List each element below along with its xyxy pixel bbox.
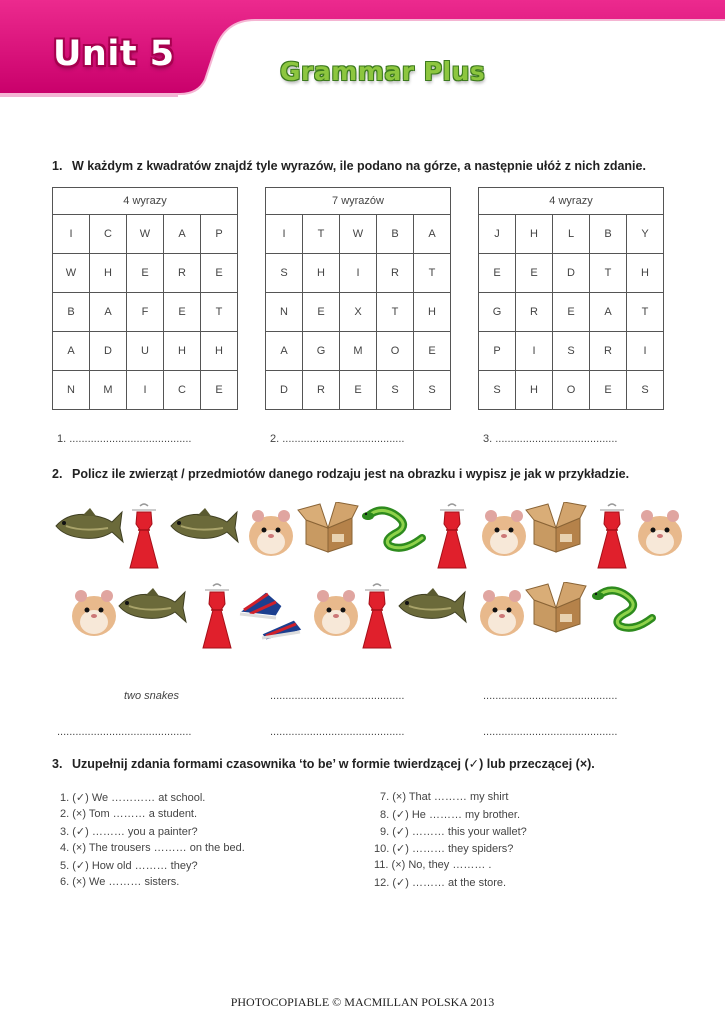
grid-cell: A (53, 332, 90, 371)
grid-cell: R (164, 254, 201, 293)
grid-cell: M (90, 371, 127, 410)
grid-cell: L (553, 215, 590, 254)
grid-cell: D (553, 254, 590, 293)
section-title: Grammar Plus (280, 57, 486, 86)
grid-cell: E (590, 371, 627, 410)
grid-cell: P (201, 215, 238, 254)
sentence-11: 11. (×) No, they ……… . (374, 859, 492, 871)
grid-cell: R (303, 371, 340, 410)
grid-cell: E (479, 254, 516, 293)
grid-cell: N (266, 293, 303, 332)
example-answer: two snakes (124, 690, 180, 702)
grid-cell: E (164, 293, 201, 332)
grid-cell: E (340, 371, 377, 410)
sentence-4: 4. (×) The trousers ……… on the bed. (60, 842, 245, 854)
grid-cell: A (266, 332, 303, 371)
exercise-2-instruction (52, 467, 629, 481)
sentence-10: 10. (✓) ……… they spiders? (374, 843, 514, 855)
grid-cell: I (266, 215, 303, 254)
fish-icon (167, 502, 239, 551)
grid-cell: H (414, 293, 451, 332)
grid-cell: G (303, 332, 340, 371)
sentence-2: 2. (×) Tom ……… a student. (60, 808, 198, 820)
grid-cell: E (414, 332, 451, 371)
grid-cell: P (479, 332, 516, 371)
box-icon (524, 582, 588, 639)
sentence-8: 8. (✓) He ……… my brother. (380, 809, 521, 821)
grid-cell: U (127, 332, 164, 371)
instruction-text: W każdym z kwadratów znajdź tyle wyrazów, ile podano na górze, a następnie ułóż z nich zdanie. (72, 159, 646, 173)
answer-line-1[interactable]: 1. ........................................ (57, 433, 192, 445)
hamster-icon (634, 502, 686, 563)
grid-cell: B (53, 293, 90, 332)
grid-cell: E (201, 254, 238, 293)
grid-cell: I (516, 332, 553, 371)
grid-cell: R (377, 254, 414, 293)
hamster-icon (478, 502, 530, 563)
grid-cell: O (377, 332, 414, 371)
instruction-text: Uzupełnij zdania formami czasownika ‘to be’ w formie twierdzącej (✓) lub przeczącej (×). (72, 757, 595, 771)
write-line[interactable]: ............................................ (57, 726, 192, 738)
grid-cell: X (340, 293, 377, 332)
grid-cell: T (377, 293, 414, 332)
sentence-6: 6. (×) We ……… sisters. (60, 876, 180, 888)
word-grid-1 (52, 187, 238, 410)
sentence-1: 1. (✓) We ………… at school. (60, 792, 206, 804)
exercise-number: 2. (52, 467, 63, 481)
grid-cell: D (266, 371, 303, 410)
grid-cell: F (127, 293, 164, 332)
grid-cell: C (164, 371, 201, 410)
answer-line-2[interactable]: 2. ........................................ (270, 433, 405, 445)
dress-icon (195, 582, 239, 657)
box-icon (296, 502, 360, 559)
grid-cell: S (479, 371, 516, 410)
grid-cell: T (201, 293, 238, 332)
unit-title: Unit 5 (53, 34, 175, 74)
write-line[interactable]: ............................................ (483, 726, 618, 738)
hamster-icon (68, 582, 120, 643)
grid-cell: E (201, 371, 238, 410)
grid-cell: A (90, 293, 127, 332)
sneakers-icon (236, 582, 306, 647)
sentence-7: 7. (×) That ……… my shirt (380, 791, 509, 803)
exercise-number: 1. (52, 159, 63, 173)
grid-cell: T (303, 215, 340, 254)
snake-icon (590, 582, 660, 637)
grid-cell: E (553, 293, 590, 332)
hamster-icon (245, 502, 297, 563)
answer-line-3[interactable]: 3. ........................................ (483, 433, 618, 445)
grid-cell: W (53, 254, 90, 293)
grid-cell: S (266, 254, 303, 293)
grid-cell: J (479, 215, 516, 254)
snake-icon (360, 502, 430, 557)
grid-cell: W (127, 215, 164, 254)
grid-cell: H (516, 371, 553, 410)
sentence-9: 9. (✓) ……… this your wallet? (380, 826, 527, 838)
grid-cell: W (340, 215, 377, 254)
grid-cell: H (516, 215, 553, 254)
grid-cell: S (377, 371, 414, 410)
grid-cell: E (303, 293, 340, 332)
grid-cell: H (627, 254, 664, 293)
grid-cell: I (53, 215, 90, 254)
grid-cell: I (127, 371, 164, 410)
grid-header: 4 wyrazy (53, 188, 238, 215)
grid-cell: I (340, 254, 377, 293)
grid-cell: A (164, 215, 201, 254)
dress-icon (355, 582, 399, 657)
grid-cell: S (627, 371, 664, 410)
grid-cell: E (127, 254, 164, 293)
grid-cell: D (90, 332, 127, 371)
grid-cell: B (590, 215, 627, 254)
grid-cell: H (90, 254, 127, 293)
hamster-icon (476, 582, 528, 643)
grid-cell: N (53, 371, 90, 410)
dress-icon (590, 502, 634, 577)
sentence-12: 12. (✓) ……… at the store. (374, 877, 507, 889)
grid-header: 4 wyrazy (479, 188, 664, 215)
instruction-text: Policz ile zwierząt / przedmiotów danego rodzaju jest na obrazku i wypisz je jak w przykładzie. (72, 467, 630, 481)
grid-cell: R (590, 332, 627, 371)
grid-cell: H (164, 332, 201, 371)
word-grid-3 (478, 187, 664, 410)
grid-cell: E (516, 254, 553, 293)
write-line[interactable]: ............................................ (270, 726, 405, 738)
write-line[interactable]: ............................................ (483, 690, 618, 702)
grid-cell: R (516, 293, 553, 332)
grid-cell: T (414, 254, 451, 293)
exercise-number: 3. (52, 757, 63, 771)
exercise-1-instruction (52, 159, 646, 173)
grid-cell: I (627, 332, 664, 371)
grid-cell: M (340, 332, 377, 371)
fish-icon (52, 502, 124, 551)
dress-icon (430, 502, 474, 577)
footer-copyright: PHOTOCOPIABLE © MACMILLAN POLSKA 2013 (230, 995, 495, 1009)
grid-cell: T (590, 254, 627, 293)
fish-icon (395, 582, 467, 631)
grid-cell: A (590, 293, 627, 332)
box-icon (524, 502, 588, 559)
dress-icon (122, 502, 166, 577)
grid-cell: Y (627, 215, 664, 254)
exercise-3-instruction (52, 756, 595, 771)
grid-cell: G (479, 293, 516, 332)
grid-cell: B (377, 215, 414, 254)
sentence-5: 5. (✓) How old ……… they? (60, 860, 198, 872)
grid-cell: H (201, 332, 238, 371)
grid-cell: T (627, 293, 664, 332)
grid-cell: C (90, 215, 127, 254)
grid-header: 7 wyrazów (266, 188, 451, 215)
grid-cell: O (553, 371, 590, 410)
grid-cell: A (414, 215, 451, 254)
sentence-3: 3. (✓) ……… you a painter? (60, 826, 198, 838)
grid-cell: S (553, 332, 590, 371)
write-line[interactable]: ............................................ (270, 690, 405, 702)
grid-cell: S (414, 371, 451, 410)
fish-icon (115, 582, 187, 631)
grid-cell: H (303, 254, 340, 293)
word-grid-2 (265, 187, 451, 410)
